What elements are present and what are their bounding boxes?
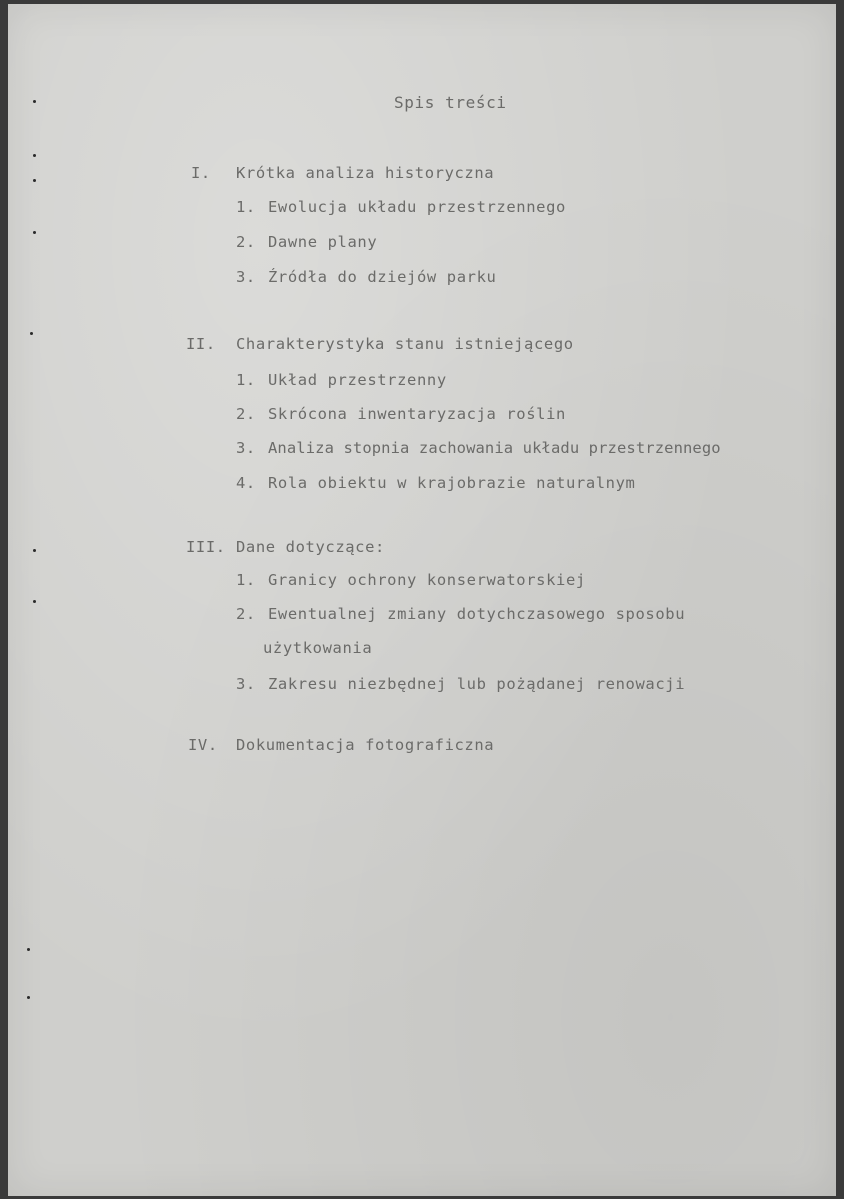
item-text: Analiza stopnia zachowania układu przestrzennego [268, 439, 721, 457]
margin-speck [33, 600, 36, 603]
margin-speck [33, 100, 36, 103]
item-text: Ewentualnej zmiany dotychczasowego sposobu [268, 605, 686, 623]
section-heading: Dane dotyczące: [236, 538, 385, 556]
margin-speck [33, 231, 36, 234]
item-number: 1. [236, 571, 256, 589]
item-text: Ewolucja układu przestrzennego [268, 198, 566, 216]
item-text: Źródła do dziejów parku [268, 268, 497, 286]
margin-speck [27, 948, 30, 951]
item-text: Skrócona inwentaryzacja roślin [268, 405, 566, 423]
item-number: 2. [236, 605, 256, 623]
section-numeral: IV. [188, 736, 218, 754]
item-number: 2. [236, 233, 256, 251]
item-text: Granicy ochrony konserwatorskiej [268, 571, 586, 589]
item-number: 3. [236, 268, 256, 286]
section-numeral: II. [186, 335, 216, 353]
section-heading: Dokumentacja fotograficzna [236, 736, 495, 754]
item-text: Dawne plany [268, 233, 378, 251]
paper-sheet [8, 4, 836, 1196]
section-heading: Charakterystyka stanu istniejącego [236, 335, 574, 353]
margin-speck [33, 154, 36, 157]
page-title: Spis treści [394, 93, 507, 112]
item-number: 1. [236, 198, 256, 216]
item-number: 1. [236, 371, 256, 389]
item-text-continuation: użytkowania [263, 639, 373, 657]
section-numeral: III. [186, 538, 226, 556]
margin-speck [33, 549, 36, 552]
item-text: Układ przestrzenny [268, 371, 447, 389]
item-number: 3. [236, 675, 256, 693]
section-numeral: I. [191, 164, 211, 182]
item-text: Zakresu niezbędnej lub pożądanej renowacji [268, 675, 686, 693]
item-number: 2. [236, 405, 256, 423]
section-heading: Krótka analiza historyczna [236, 164, 495, 182]
margin-speck [27, 996, 30, 999]
item-text: Rola obiektu w krajobrazie naturalnym [268, 474, 636, 492]
margin-speck [30, 332, 33, 335]
item-number: 3. [236, 439, 256, 457]
item-number: 4. [236, 474, 256, 492]
margin-speck [33, 179, 36, 182]
